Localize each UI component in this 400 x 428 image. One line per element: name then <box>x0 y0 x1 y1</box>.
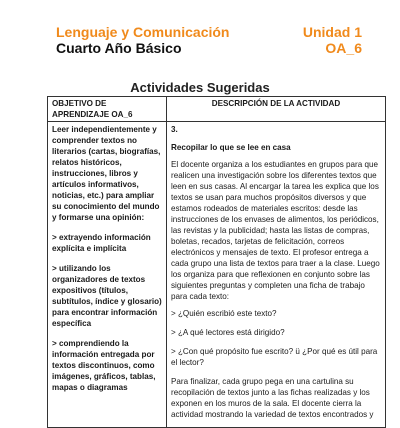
header-left <box>56 24 229 56</box>
objective-cell <box>48 122 167 428</box>
activity-paragraph: El docente organiza a los estudiantes en grupos para que realicen una investigación sobre los diferentes textos que leen en sus casas. Al encargar la tarea les explica que los textos se usan para muchos propósitos diversos y que estamos rodeados de materiales escritos: desde las instrucciones de los envases de alimentos, los periódicos, las revistas y la publicidad; hasta las listas de compras, boletas, recados, tarjetas de felicitación, correos electrónicos y mensajes de texto. El profesor entrega a cada grupo una lista de textos para traer a la clase. Luego los organiza para que reflexionen en conjunto sobre las siguientes preguntas y completen una ficha de trabajo para cada texto: <box>171 160 380 301</box>
description-cell <box>167 122 386 428</box>
table-header-row <box>48 97 386 122</box>
objective-intro: Leer independientemente y comprender textos no literarios (cartas, biografías, relatos históricos, instrucciones, libros y artículos informativos, noticias, etc.) para ampliar su conocimiento del mundo y formarse una opinión: <box>52 125 161 222</box>
description-column-header: DESCRIPCIÓN DE LA ACTIVIDAD <box>167 97 386 122</box>
activity-paragraph: Para finalizar, cada grupo pega en una cartulina su recopilación de textos junto a las fichas realizadas y los exponen en los muros de la sala. El docente cierra la actividad mostrando la variedad de textos encontrados y <box>171 377 374 419</box>
table-row <box>48 122 386 428</box>
unit-label: Unidad 1 <box>302 24 362 40</box>
objective-item: > utilizando los organizadores de textos expositivos (títulos, subtítulos, índice y glosario) para encontrar información específica <box>52 264 162 328</box>
question-item: > ¿Quién escribió este texto? <box>171 309 277 318</box>
page-title: Actividades Sugeridas <box>130 80 270 95</box>
oa-label: OA_6 <box>325 40 362 56</box>
objective-column-header: OBJETIVO DE APRENDIZAJE OA_6 <box>48 97 167 122</box>
objective-item: > comprendiendo la información entregada por textos discontinuos, como imágenes, gráficos, tablas, mapas o diagramas <box>52 339 156 392</box>
grade-label: Cuarto Año Básico <box>56 40 182 56</box>
activities-table <box>47 96 386 428</box>
question-item: > ¿Con qué propósito fue escrito? ü ¿Por qué es útil para el lector? <box>171 347 378 367</box>
question-item: > ¿A qué lectores está dirigido? <box>171 328 285 337</box>
header-right <box>303 24 362 56</box>
document-header <box>56 24 362 64</box>
subject-title: Lenguaje y Comunicación <box>56 24 230 40</box>
activity-title: Recopilar lo que se lee en casa <box>171 143 291 152</box>
objective-item: > extrayendo información explícita e implícita <box>52 233 151 253</box>
activity-number: 3. <box>171 125 178 134</box>
